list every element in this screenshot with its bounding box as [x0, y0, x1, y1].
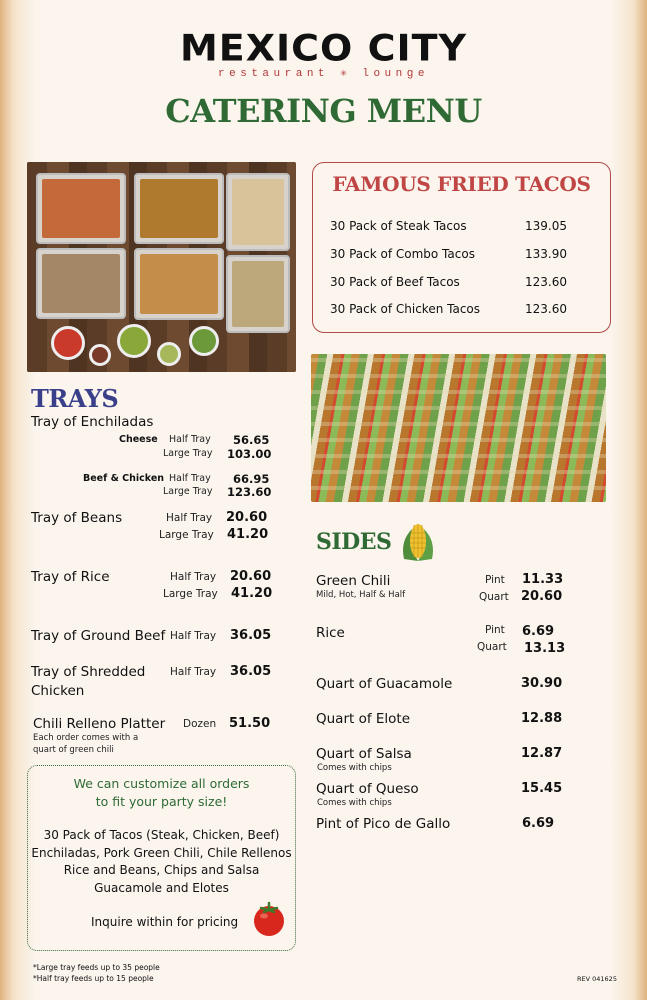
price: 103.00 [227, 447, 272, 461]
taco-price: 139.05 [525, 219, 567, 233]
taco-price: 123.60 [525, 302, 567, 316]
enchilada-option-label: Beef & Chicken [83, 473, 165, 484]
price: 12.88 [521, 711, 563, 726]
price: 41.20 [227, 527, 269, 542]
fried-tacos-title: FAMOUS FRIED TACOS [332, 172, 591, 196]
logo-wordmark: MEXICO CITY [179, 27, 468, 69]
footer-note: *Large tray feeds up to 35 people [33, 963, 160, 972]
size-label: Pint [485, 574, 505, 586]
footer-note: *Half tray feeds up to 15 people [33, 974, 154, 983]
customize-body-line: 30 Pack of Tacos (Steak, Chicken, Beef) [43, 828, 280, 842]
taco-price: 123.60 [525, 275, 567, 289]
side-salsa-name: Quart of Salsa [316, 746, 412, 762]
price: 41.20 [231, 586, 273, 601]
size-label: Quart [477, 641, 507, 653]
logo-tagline: restaurant ✳ lounge [218, 68, 429, 80]
item-note: Mild, Hot, Half & Half [316, 590, 406, 600]
taco-name: 30 Pack of Combo Tacos [330, 247, 475, 261]
size-label: Half Tray [170, 666, 217, 678]
side-pico-name: Pint of Pico de Gallo [316, 816, 451, 832]
price: 11.33 [522, 572, 564, 587]
size-label: Large Tray [163, 486, 213, 497]
catering-trays-photo [27, 162, 296, 372]
taco-name: 30 Pack of Beef Tacos [330, 275, 460, 289]
side-guacamole-name: Quart of Guacamole [316, 676, 453, 692]
size-label: Large Tray [159, 529, 214, 541]
size-label: Half Tray [170, 571, 217, 583]
customize-body-line: Rice and Beans, Chips and Salsa [63, 863, 260, 877]
price: 56.65 [233, 433, 270, 447]
price: 13.13 [524, 641, 566, 656]
chili-relleno-name: Chili Relleno Platter [33, 716, 166, 732]
size-label: Pint [485, 624, 505, 636]
trays-section-title: TRAYS [31, 384, 119, 413]
price: 12.87 [521, 746, 563, 761]
taco-price: 133.90 [525, 247, 567, 261]
side-queso-name: Quart of Queso [316, 781, 419, 797]
price: 30.90 [521, 676, 563, 691]
page-title: CATERING MENU [165, 92, 482, 130]
tray-ground-beef-name: Tray of Ground Beef [31, 628, 166, 644]
item-note: Comes with chips [317, 798, 392, 808]
size-label: Half Tray [169, 473, 211, 484]
tray-beans-name: Tray of Beans [31, 510, 123, 526]
price: 6.69 [522, 816, 555, 831]
side-elote-name: Quart of Elote [316, 711, 411, 727]
side-green-chili-name: Green Chili [316, 573, 391, 589]
price: 51.50 [229, 716, 271, 731]
price: 20.60 [230, 569, 272, 584]
price: 36.05 [230, 664, 272, 679]
item-note: Comes with chips [317, 763, 392, 773]
taco-name: 30 Pack of Steak Tacos [330, 219, 467, 233]
tomato-icon [251, 899, 287, 937]
price: 20.60 [226, 510, 268, 525]
tray-shredded-chicken-name: Tray of Shredded [31, 664, 146, 680]
price: 6.69 [522, 624, 555, 639]
size-label: Dozen [183, 718, 217, 730]
size-label: Large Tray [163, 588, 218, 600]
item-note: quart of green chili [33, 745, 114, 755]
price: 123.60 [227, 485, 272, 499]
corn-icon [398, 519, 438, 565]
size-label: Half Tray [170, 630, 217, 642]
tray-rice-name: Tray of Rice [31, 569, 110, 585]
customize-headline-cont: to fit your party size! [95, 794, 228, 809]
price: 20.60 [521, 589, 563, 604]
price: 66.95 [233, 472, 270, 486]
enchilada-option-label: Cheese [119, 434, 158, 445]
size-label: Half Tray [169, 434, 211, 445]
size-label: Half Tray [166, 512, 213, 524]
tray-enchiladas-name: Tray of Enchiladas [31, 414, 154, 430]
size-label: Quart [479, 591, 509, 603]
revision-code: REV 041625 [577, 975, 617, 983]
size-label: Large Tray [163, 448, 213, 459]
tacos-photo [311, 354, 606, 502]
sides-section-title: SIDES [316, 529, 392, 555]
taco-name: 30 Pack of Chicken Tacos [330, 302, 481, 316]
item-note: Each order comes with a [33, 733, 139, 743]
customize-headline: We can customize all orders [73, 776, 250, 791]
inquire-text: Inquire within for pricing [91, 915, 239, 929]
price: 15.45 [521, 781, 563, 796]
side-rice-name: Rice [316, 625, 345, 641]
price: 36.05 [230, 628, 272, 643]
customize-body-line: Enchiladas, Pork Green Chili, Chile Rellenos [31, 846, 292, 860]
tray-shredded-chicken-name-cont: Chicken [31, 683, 85, 699]
customize-body-line: Guacamole and Elotes [94, 881, 229, 895]
